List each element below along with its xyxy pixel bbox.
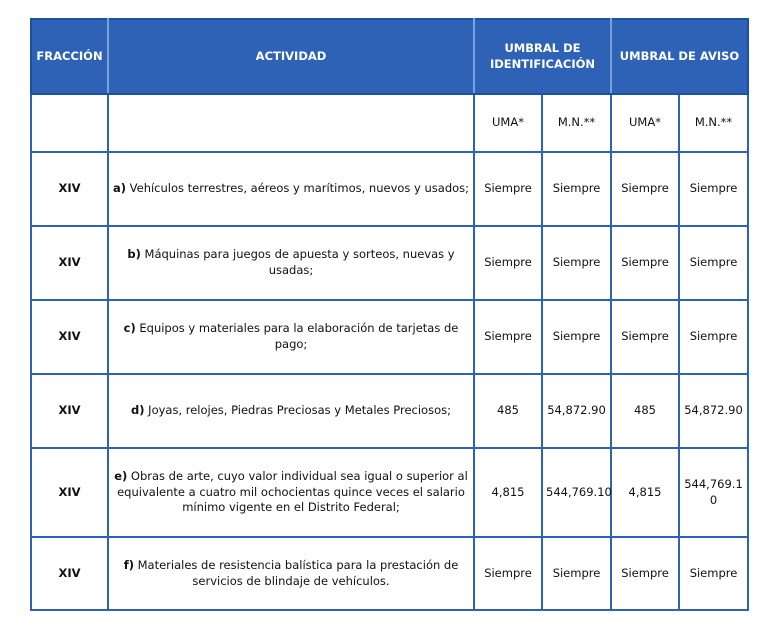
row-av-mn: Siempre xyxy=(679,226,748,300)
row-letter: c) xyxy=(123,321,136,336)
row-av-mn: Siempre xyxy=(679,300,748,374)
header-fraccion: FRACCIÓN xyxy=(31,19,108,94)
row-actividad-text: Equipos y materiales para la elaboración de tarjetas de pago; xyxy=(139,321,459,351)
row-actividad-text: Materiales de resistencia balística para la prestación de servicios de blindaje de vehículos. xyxy=(137,557,459,588)
row-id-mn: Siempre xyxy=(542,300,611,374)
row-id-mn: 54,872.90 xyxy=(542,374,611,448)
table-row xyxy=(31,537,748,610)
row-av-uma: Siempre xyxy=(611,152,679,226)
header-actividad: ACTIVIDAD xyxy=(108,19,474,94)
row-av-uma: 4,815 xyxy=(611,448,679,537)
row-letter: e) xyxy=(114,469,128,484)
row-letter: d) xyxy=(131,403,145,418)
row-id-uma: Siempre xyxy=(474,300,542,374)
subheader-id-uma: UMA* xyxy=(474,94,542,152)
thresholds-table xyxy=(30,18,749,611)
row-actividad xyxy=(108,300,474,374)
table-row xyxy=(31,226,748,300)
row-id-mn: Siempre xyxy=(542,226,611,300)
subheader-av-mn: M.N.** xyxy=(679,94,748,152)
row-fraccion: XIV xyxy=(31,300,108,374)
subheader-empty-actividad xyxy=(108,94,474,152)
subheader-id-mn: M.N.** xyxy=(542,94,611,152)
header-umbral-identificacion: UMBRAL DE IDENTIFICACIÓN xyxy=(474,19,611,94)
row-id-uma: 4,815 xyxy=(474,448,542,537)
row-id-mn: 544,769.10 xyxy=(542,448,611,537)
row-av-uma: 485 xyxy=(611,374,679,448)
row-actividad xyxy=(108,152,474,226)
row-id-uma: 485 xyxy=(474,374,542,448)
row-letter: a) xyxy=(112,181,126,196)
row-av-mn: 544,769.10 xyxy=(679,448,748,537)
header-umbral-aviso: UMBRAL DE AVISO xyxy=(611,19,748,94)
table-row xyxy=(31,300,748,374)
table-header-row xyxy=(31,19,748,94)
row-actividad xyxy=(108,448,474,537)
row-av-mn: 54,872.90 xyxy=(679,374,748,448)
row-av-uma: Siempre xyxy=(611,537,679,610)
row-actividad-text: Joyas, relojes, Piedras Preciosas y Metales Preciosos; xyxy=(148,403,451,418)
row-actividad xyxy=(108,226,474,300)
row-letter: f) xyxy=(123,557,134,572)
subheader-row xyxy=(31,94,748,152)
table-row xyxy=(31,374,748,448)
row-actividad xyxy=(108,374,474,448)
subheader-av-uma: UMA* xyxy=(611,94,679,152)
row-av-mn: Siempre xyxy=(679,152,748,226)
row-fraccion: XIV xyxy=(31,152,108,226)
row-av-uma: Siempre xyxy=(611,226,679,300)
row-fraccion: XIV xyxy=(31,537,108,610)
row-id-mn: Siempre xyxy=(542,152,611,226)
row-actividad-text: Vehículos terrestres, aéreos y marítimos, nuevos y usados; xyxy=(129,181,470,196)
row-actividad xyxy=(108,537,474,610)
subheader-empty-fraccion xyxy=(31,94,108,152)
row-actividad-text: Máquinas para juegos de apuesta y sorteos, nuevas y usadas; xyxy=(144,247,455,277)
row-fraccion: XIV xyxy=(31,448,108,537)
row-fraccion: XIV xyxy=(31,226,108,300)
row-av-uma: Siempre xyxy=(611,300,679,374)
row-id-uma: Siempre xyxy=(474,152,542,226)
row-letter: b) xyxy=(127,247,141,262)
row-id-uma: Siempre xyxy=(474,537,542,610)
row-actividad-text: Obras de arte, cuyo valor individual sea igual o superior al equivalente a cuatro mil ochocientas quince veces el salario mínimo vigente en el Distrito Federal; xyxy=(117,469,468,515)
row-id-uma: Siempre xyxy=(474,226,542,300)
table-row xyxy=(31,448,748,537)
table-row xyxy=(31,152,748,226)
row-av-mn: Siempre xyxy=(679,537,748,610)
row-id-mn: Siempre xyxy=(542,537,611,610)
row-fraccion: XIV xyxy=(31,374,108,448)
